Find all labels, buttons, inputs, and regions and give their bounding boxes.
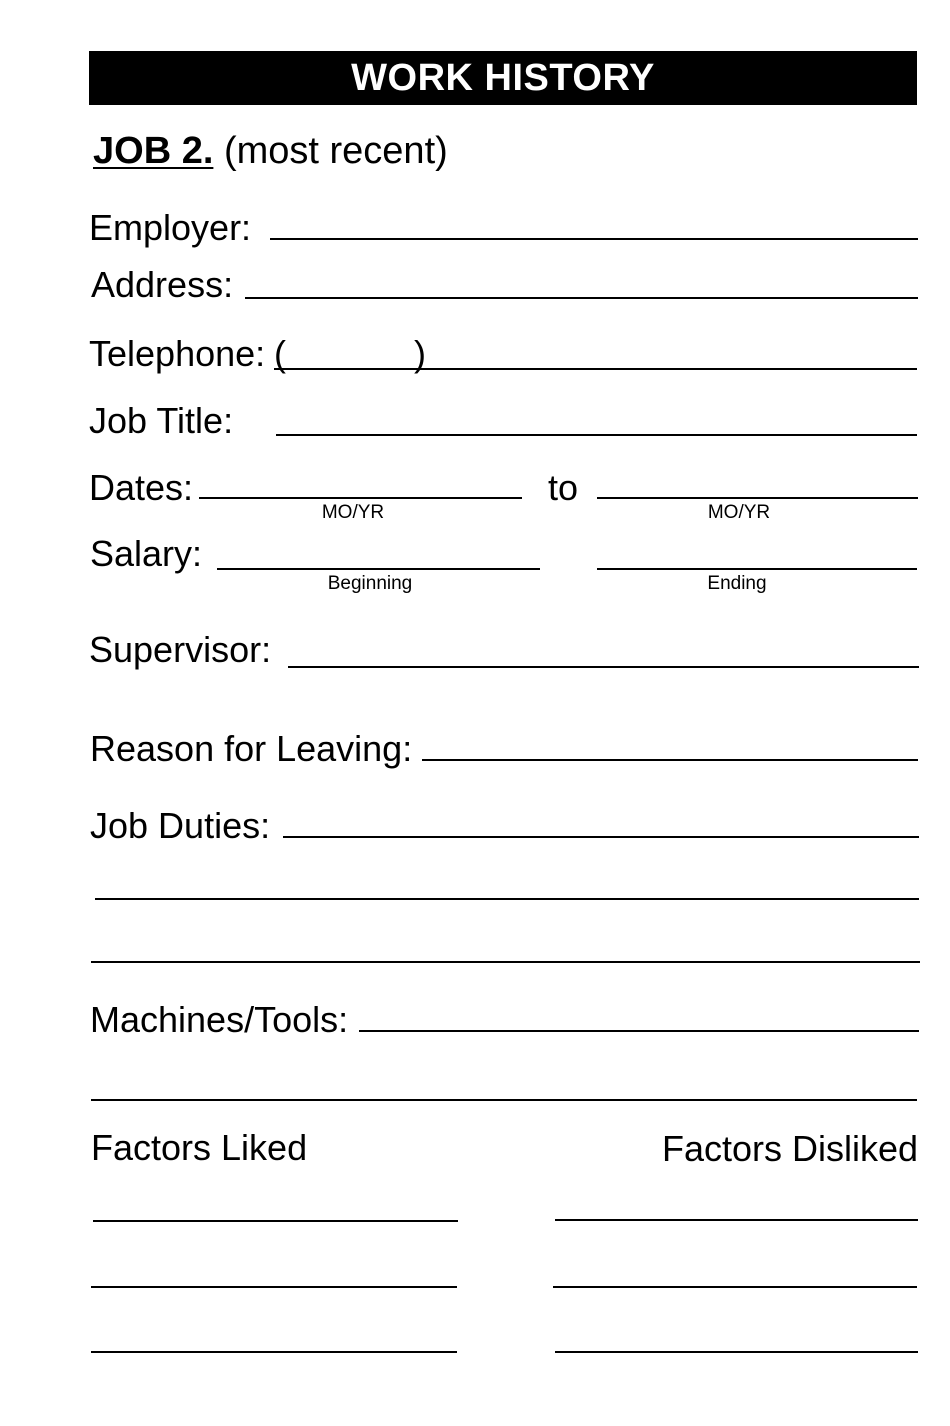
dates-from-hint: MO/YR [321,502,385,523]
address-line[interactable] [245,297,918,299]
telephone-area-close: ) [414,333,426,374]
employer-label: Employer: [89,207,252,248]
job-duties-line-1[interactable] [283,836,919,838]
machines-tools-label: Machines/Tools: [90,999,349,1040]
machines-tools-line-2[interactable] [91,1099,917,1101]
salary-begin-line[interactable] [217,568,540,570]
job-heading [93,128,448,174]
dates-from-line[interactable] [199,497,522,499]
factors-liked-label: Factors Liked [91,1127,308,1168]
job-duties-label: Job Duties: [90,805,271,846]
factors-liked-line-2[interactable] [91,1286,457,1288]
factors-disliked-line-1[interactable] [555,1219,918,1221]
telephone-line[interactable] [274,368,917,370]
job-number: JOB 2. [93,130,214,172]
reason-for-leaving-line[interactable] [422,759,918,761]
reason-for-leaving-label: Reason for Leaving: [90,728,413,769]
section-header: WORK HISTORY [89,51,917,105]
telephone-label: Telephone: [89,333,266,374]
salary-label: Salary: [90,533,203,574]
dates-to-hint: MO/YR [707,502,771,523]
job-qualifier: (most recent) [223,130,448,172]
job-duties-line-3[interactable] [91,961,920,963]
factors-disliked-line-3[interactable] [555,1351,918,1353]
factors-disliked-label: Factors Disliked [662,1128,919,1169]
job-title-line[interactable] [276,434,917,436]
factors-liked-line-3[interactable] [91,1351,457,1353]
factors-disliked-line-2[interactable] [553,1286,917,1288]
dates-to-line[interactable] [597,497,918,499]
salary-end-line[interactable] [597,568,917,570]
dates-to-label: to [548,467,579,508]
supervisor-line[interactable] [288,666,919,668]
telephone-area-open: ( [274,333,286,374]
factors-liked-line-1[interactable] [93,1220,458,1222]
salary-end-hint: Ending [707,573,767,594]
address-label: Address: [91,264,234,305]
salary-begin-hint: Beginning [327,573,413,594]
supervisor-label: Supervisor: [89,629,272,670]
job-duties-line-2[interactable] [95,898,919,900]
dates-label: Dates: [89,467,194,508]
job-title-label: Job Title: [89,400,234,441]
employer-line[interactable] [270,238,918,240]
machines-tools-line-1[interactable] [359,1030,919,1032]
